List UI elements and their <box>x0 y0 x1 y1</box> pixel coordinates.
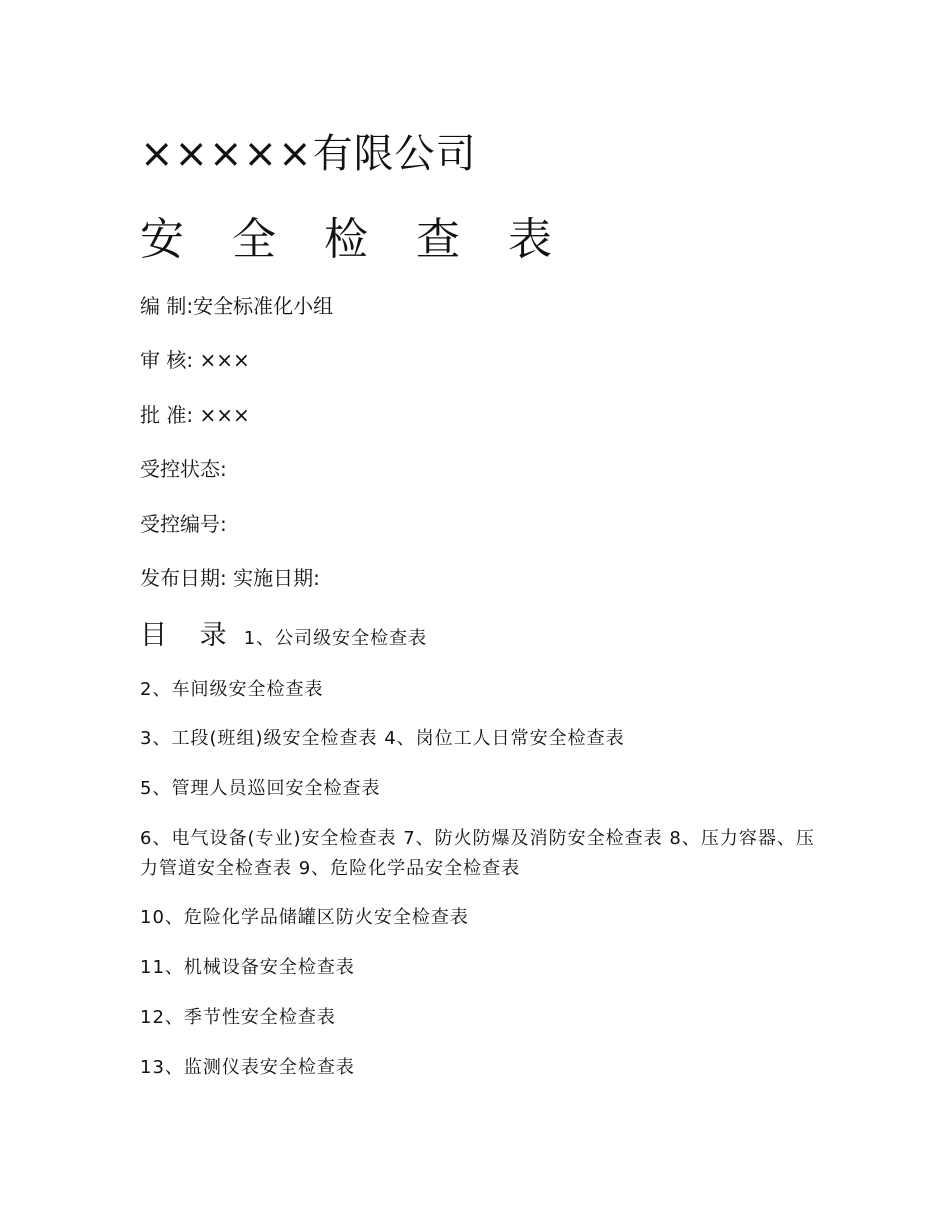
toc-item: 5、管理人员巡回安全检查表 <box>140 778 381 799</box>
reviewed-by: 审 核: ××× <box>140 348 250 372</box>
document-title: 安 全 检 查 表 <box>140 214 569 265</box>
toc-heading: 目 录 <box>140 620 239 651</box>
toc-item: 13、监测仪表安全检查表 <box>140 1057 355 1078</box>
toc-item: 6、电气设备(专业)安全检查表 7、防火防爆及消防安全检查表 8、压力容器、压力管道安全检查表 9、危险化学品安全检查表 <box>140 828 815 879</box>
toc-item: 3、工段(班组)级安全检查表 4、岗位工人日常安全检查表 <box>140 728 625 749</box>
toc-item: 10、危险化学品储罐区防火安全检查表 <box>140 907 469 928</box>
toc-item: 11、机械设备安全检查表 <box>140 957 355 978</box>
toc-item: 2、车间级安全检查表 <box>140 679 324 700</box>
publish-dates: 发布日期: 实施日期: <box>140 566 320 590</box>
controlled-status: 受控状态: <box>140 457 227 481</box>
toc-item: 12、季节性安全检查表 <box>140 1007 336 1028</box>
compiled-by: 编 制:安全标准化小组 <box>140 294 334 318</box>
toc-heading-line <box>140 618 427 657</box>
company-name: ×××××有限公司 <box>140 131 477 177</box>
controlled-number: 受控编号: <box>140 512 227 536</box>
toc-item: 1、公司级安全检查表 <box>243 628 428 649</box>
approved-by: 批 准: ××× <box>140 403 250 427</box>
